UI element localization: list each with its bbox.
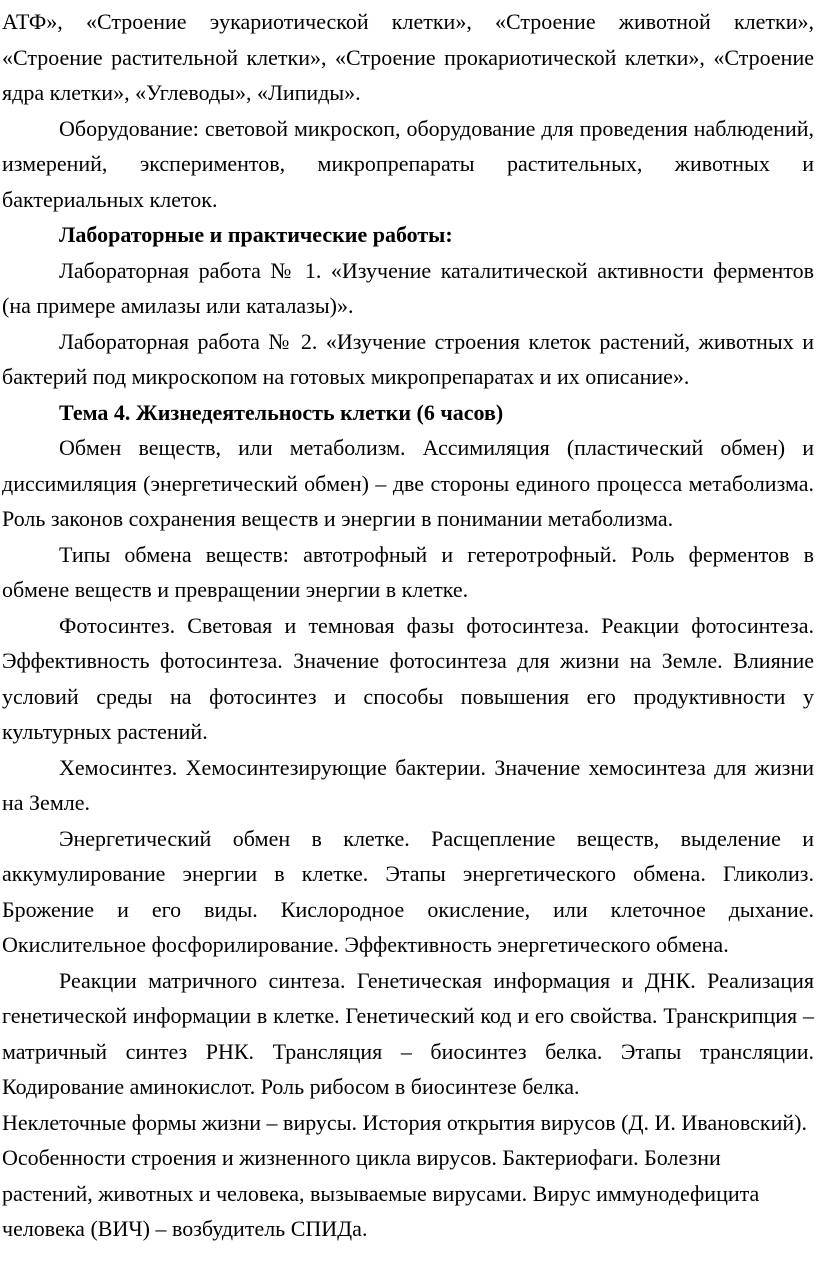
paragraph-lab-work-2: Лабораторная работа № 2. «Изучение строения клеток растений, животных и бактерий под микроскопом на готовых микропрепаратах и их описание».	[2, 328, 814, 389]
paragraph-energy-metabolism: Энергетический обмен в клетке. Расщепление веществ, выделение и аккумулирование энергии в клетке. Этапы энергетического обмена. Гликолиз. Брожение и его виды. Кислородное окисление, или клеточное дыхание. Окислительное фосфорилирование. Эффективность энергетического обмена.	[2, 825, 814, 957]
paragraph-topics-list: АТФ», «Строение эукариотической клетки», «Строение животной клетки», «Строение растительной клетки», «Строение прокариотической клетки», «Строение ядра клетки», «Углеводы», «Липиды».	[2, 9, 814, 105]
paragraph-metabolism: Обмен веществ, или метаболизм. Ассимиляция (пластический обмен) и диссимиляция (энергетический обмен) – две стороны единого процесса метаболизма. Роль законов сохранения веществ и энергии в понимании метаболизма.	[2, 435, 814, 531]
paragraph-photosynthesis: Фотосинтез. Световая и темновая фазы фотосинтеза. Реакции фотосинтеза. Эффективность фотосинтеза. Значение фотосинтеза для жизни на Земле. Влияние условий среды на фотосинтез и способы повышения его продуктивности у культурных растений.	[2, 612, 814, 744]
heading-topic-4: Тема 4. Жизнедеятельность клетки (6 часов)	[59, 399, 504, 425]
paragraph-equipment: Оборудование: световой микроскоп, оборудование для проведения наблюдений, измерений, экспериментов, микропрепараты растительных, животных и бактериальных клеток.	[2, 115, 814, 212]
paragraph-viruses: Неклеточные формы жизни – вирусы. История открытия вирусов (Д. И. Ивановский). Особенности строения и жизненного цикла вирусов. Бактериофаги. Болезни растений, животных и человека, вызываемые вирусами. Вирус иммунодефицита человека (ВИЧ) – возбудитель СПИДа.	[2, 1109, 807, 1241]
paragraph-lab-work-1: Лабораторная работа № 1. «Изучение каталитической активности ферментов (на примере амилазы или каталазы)».	[2, 257, 814, 318]
paragraph-metabolism-types: Типы обмена веществ: автотрофный и гетеротрофный. Роль ферментов в обмене веществ и превращении энергии в клетке.	[2, 541, 814, 602]
heading-lab-works: Лабораторные и практические работы:	[59, 222, 453, 247]
paragraph-matrix-synthesis: Реакции матричного синтеза. Генетическая информация и ДНК. Реализация генетической информации в клетке. Генетический код и его свойства. Транскрипция – матричный синтез РНК. Трансляция – биосинтез белка. Этапы трансляции. Кодирование аминокислот. Роль рибосом в биосинтезе белка.	[2, 967, 814, 1099]
paragraph-chemosynthesis: Хемосинтез. Хемосинтезирующие бактерии. Значение хемосинтеза для жизни на Земле.	[2, 754, 814, 815]
